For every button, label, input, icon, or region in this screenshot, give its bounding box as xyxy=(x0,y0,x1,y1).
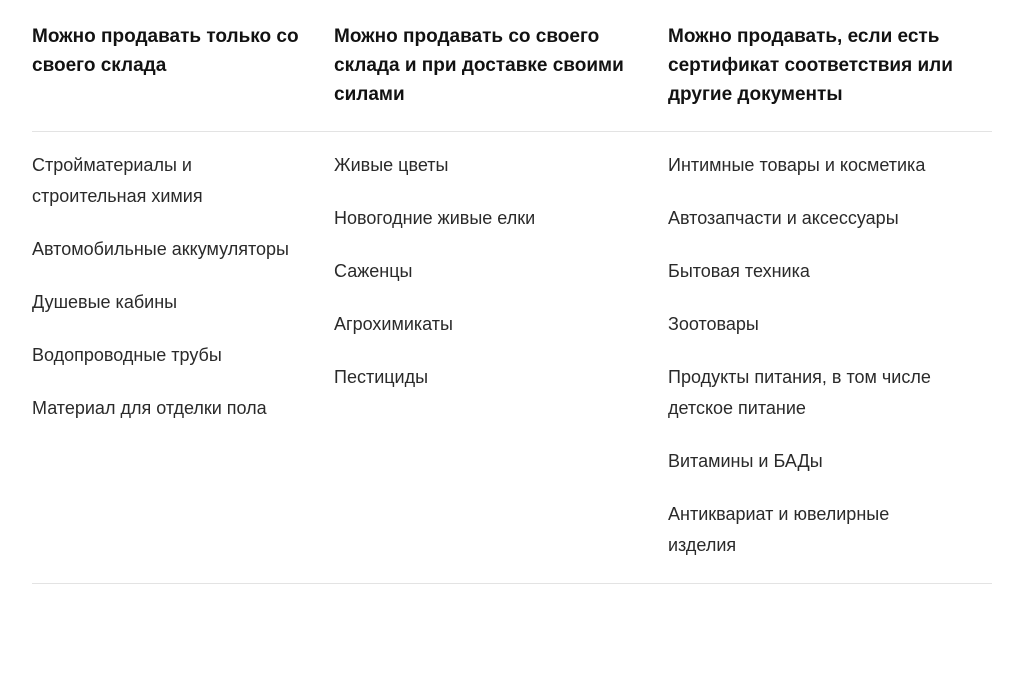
list-own-warehouse xyxy=(32,132,304,446)
column-header-own-delivery: Можно продавать со своего склада и при доставке своими силами xyxy=(334,0,668,132)
list-item: Саженцы xyxy=(334,261,413,281)
cell-certificate xyxy=(668,132,992,584)
list-item: Водопроводные трубы xyxy=(32,345,222,365)
table-header-row xyxy=(32,0,992,132)
comparison-table xyxy=(32,0,992,584)
list-item: Бытовая техника xyxy=(668,261,810,281)
list-item: Автозапчасти и аксессуары xyxy=(668,208,899,228)
list-certificate xyxy=(668,132,962,583)
list-item: Продукты питания, в том числе детское питание xyxy=(668,367,931,418)
cell-own-delivery xyxy=(334,132,668,584)
column-header-certificate: Можно продавать, если есть сертификат соответствия или другие документы xyxy=(668,0,992,132)
table-row xyxy=(32,132,992,584)
list-item: Автомобильные аккумуляторы xyxy=(32,239,289,259)
list-item: Живые цветы xyxy=(334,155,449,175)
column-header-own-warehouse: Можно продавать только со своего склада xyxy=(32,0,334,132)
table-header xyxy=(32,0,992,132)
list-item: Пестициды xyxy=(334,367,429,387)
list-item: Материал для отделки пола xyxy=(32,398,267,418)
cell-own-warehouse xyxy=(32,132,334,584)
list-item: Зоотовары xyxy=(668,314,759,334)
list-item: Душевые кабины xyxy=(32,292,178,312)
list-item: Новогодние живые елки xyxy=(334,208,536,228)
list-item: Интимные товары и косметика xyxy=(668,155,926,175)
list-own-delivery xyxy=(334,132,638,415)
list-item: Агрохимикаты xyxy=(334,314,453,334)
list-item: Витамины и БАДы xyxy=(668,451,823,471)
list-item: Антиквариат и ювелирные изделия xyxy=(668,504,890,555)
list-item: Стройматериалы и строительная химия xyxy=(32,155,203,206)
table-body xyxy=(32,132,992,584)
